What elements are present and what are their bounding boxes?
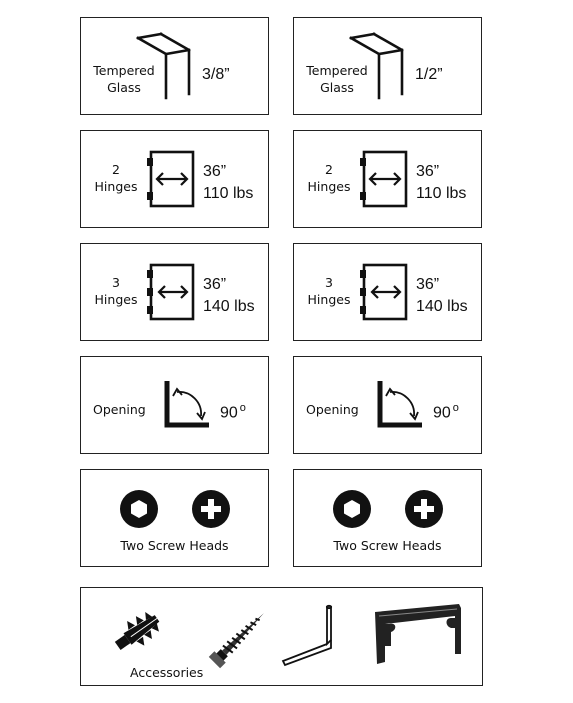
- accessories-card: [80, 587, 483, 686]
- hex-screw-head-icon: [333, 490, 373, 530]
- opening-label: Opening: [306, 402, 359, 417]
- glass-label-top: Tempered: [93, 63, 155, 78]
- phillips-screw-head-icon: [192, 490, 232, 530]
- hex-screw-head-icon: [120, 490, 160, 530]
- two-hinge-card: [293, 130, 482, 228]
- hinge-label: [306, 274, 352, 308]
- degree-symbol: o: [239, 402, 246, 414]
- door-width: 36”: [416, 276, 440, 293]
- hinge-label: [93, 161, 139, 195]
- phillips-screw-head-icon: [405, 490, 445, 530]
- three-hinge-card: [80, 243, 269, 341]
- two-hinge-door-icon: [147, 149, 197, 209]
- door-specs: [416, 274, 468, 318]
- hinge-text: Hinges: [94, 179, 138, 194]
- door-specs: [416, 161, 466, 205]
- door-weight: 140 lbs: [416, 298, 468, 315]
- screw-heads-label: Two Screw Heads: [120, 538, 229, 553]
- two-hinge-card: [80, 130, 269, 228]
- door-weight: 140 lbs: [203, 298, 255, 315]
- opening-degrees: 90: [220, 404, 238, 422]
- opening-value: [433, 397, 459, 424]
- glass-thickness-icon: [349, 34, 409, 104]
- opening-angle-card: [80, 356, 269, 454]
- wall-anchor-icon: [109, 606, 169, 656]
- door-width: 36”: [203, 163, 227, 180]
- allen-key-icon: [279, 604, 343, 668]
- door-weight: 110 lbs: [416, 185, 467, 202]
- glass-clamp-icon: [375, 602, 467, 668]
- three-hinge-door-icon: [360, 262, 410, 322]
- hinge-count: 2: [325, 162, 333, 177]
- hinge-text: Hinges: [94, 292, 138, 307]
- glass-thickness-value: 3/8”: [202, 66, 230, 83]
- screw-heads-label: Two Screw Heads: [333, 538, 442, 553]
- screw-heads-card: [293, 469, 482, 567]
- door-specs: [203, 161, 253, 205]
- opening-degrees: 90: [433, 404, 451, 422]
- hinge-count: 3: [112, 275, 120, 290]
- opening-value: [220, 397, 246, 424]
- glass-thickness-card-1-2: [293, 17, 482, 115]
- glass-label-top: Tempered: [306, 63, 368, 78]
- glass-thickness-value: 1/2”: [415, 66, 443, 83]
- door-width: 36”: [416, 163, 440, 180]
- three-hinge-door-icon: [147, 262, 197, 322]
- screw-icon: [207, 600, 277, 670]
- door-width: 36”: [203, 276, 227, 293]
- hinge-text: Hinges: [307, 179, 351, 194]
- opening-angle-icon: [165, 381, 213, 427]
- hinge-label: [93, 274, 139, 308]
- screw-heads-card: [80, 469, 269, 567]
- opening-angle-card: [293, 356, 482, 454]
- hinge-label: [306, 161, 352, 195]
- glass-label-bottom: Glass: [107, 80, 141, 95]
- hinge-count: 3: [325, 275, 333, 290]
- opening-label: Opening: [93, 402, 146, 417]
- opening-angle-icon: [378, 381, 426, 427]
- glass-label-bottom: Glass: [320, 80, 354, 95]
- two-hinge-door-icon: [360, 149, 410, 209]
- degree-symbol: o: [452, 402, 459, 414]
- hinge-text: Hinges: [307, 292, 351, 307]
- accessories-label: Accessories: [130, 665, 204, 680]
- glass-thickness-card-3-8: [80, 17, 269, 115]
- hinge-count: 2: [112, 162, 120, 177]
- glass-thickness-icon: [136, 34, 196, 104]
- door-specs: [203, 274, 255, 318]
- three-hinge-card: [293, 243, 482, 341]
- door-weight: 110 lbs: [203, 185, 254, 202]
